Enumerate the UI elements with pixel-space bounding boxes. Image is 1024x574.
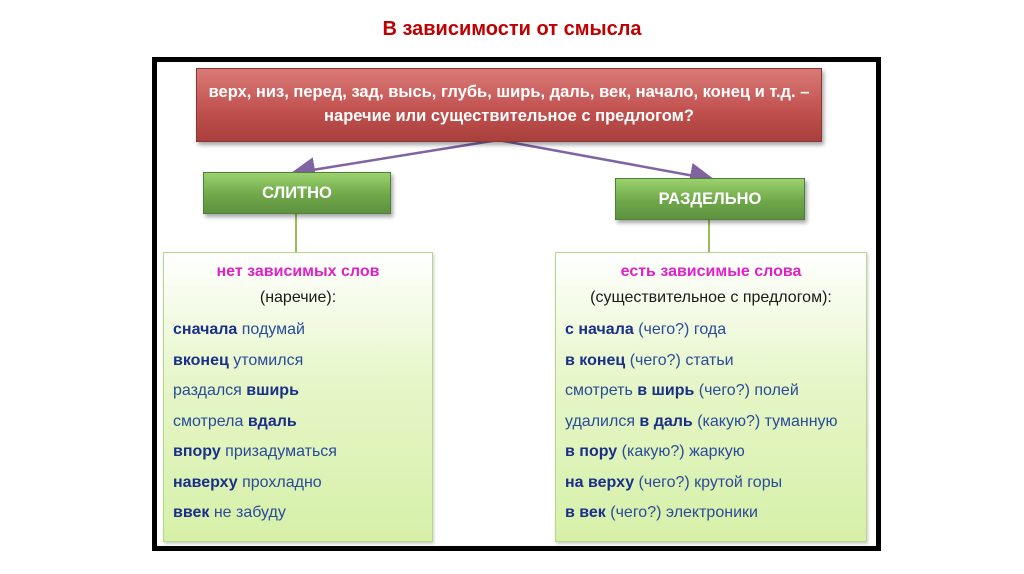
list-item: раздался вширь xyxy=(173,382,299,399)
panel-right-sub: (существительное с предлогом): xyxy=(590,289,832,306)
arrow-to-right xyxy=(498,140,705,178)
list-item: с начала (чего?) года xyxy=(565,321,727,338)
list-item: в пору (какую?) жаркую xyxy=(565,443,745,460)
list-item: впору призадуматься xyxy=(173,443,337,460)
list-item: на верху (чего?) крутой горы xyxy=(565,473,783,491)
list-item: сначала подумай xyxy=(173,321,305,338)
panel-right xyxy=(555,252,867,542)
panel-left-head: нет зависимых слов xyxy=(216,263,380,280)
question-box xyxy=(196,68,822,142)
label-slitno: СЛИТНО xyxy=(203,172,391,214)
panel-right-head: есть зависимые слова xyxy=(620,263,802,280)
panel-left-sub: (наречие): xyxy=(259,289,337,306)
list-item: ввек не забуду xyxy=(173,504,286,521)
list-item: в век (чего?) электроники xyxy=(565,504,758,521)
question-line-2: наречие или существительное с предлогом? xyxy=(324,107,694,125)
list-item: в конец (чего?) статьи xyxy=(565,351,734,369)
list-item: смотрела вдаль xyxy=(173,412,297,430)
list-item: наверху прохладно xyxy=(173,473,322,491)
arrow-to-left xyxy=(300,140,498,172)
question-line-1: верх, низ, перед, зад, высь, глубь, ширь, даль, век, начало, конец и т.д. – xyxy=(208,83,810,102)
label-razdelno: РАЗДЕЛЬНО xyxy=(615,178,805,220)
list-item: вконец утомился xyxy=(173,351,304,369)
list-item: смотреть в ширь (чего?) полей xyxy=(565,382,799,399)
list-item: удалился в даль (какую?) туманную xyxy=(565,412,838,430)
slide-title: В зависимости от смысла xyxy=(382,18,642,40)
panel-left xyxy=(163,252,433,542)
